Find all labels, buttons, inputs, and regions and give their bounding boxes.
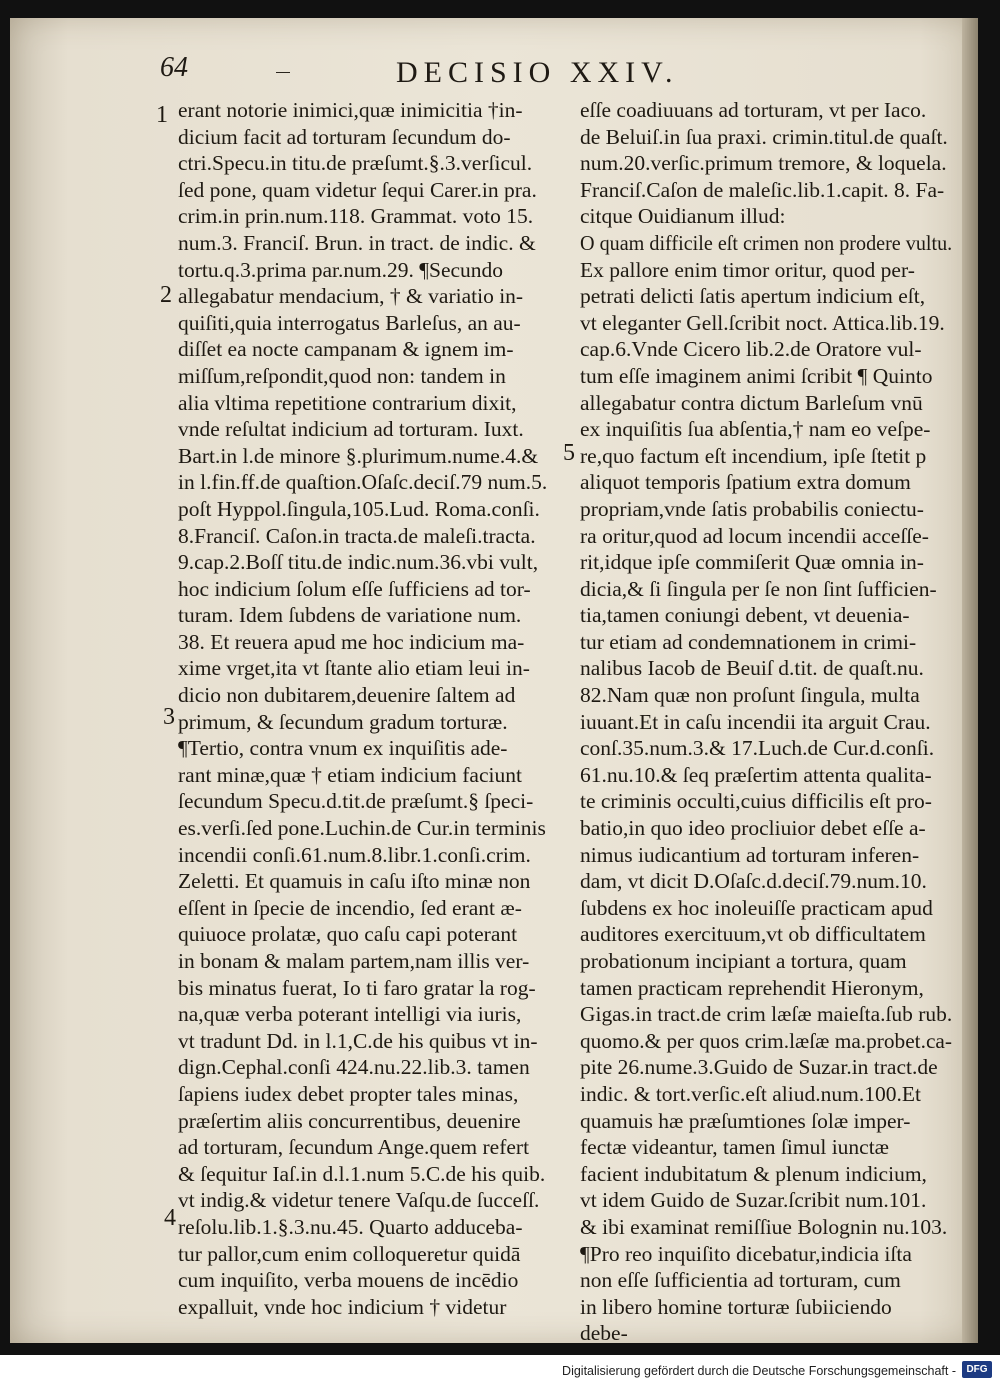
text-line: vt idem Guido de Suzar.ſcribit num.101. — [580, 1188, 927, 1213]
text-line: dign.Cephal.conſi 424.nu.22.lib.3. tamen — [178, 1055, 530, 1080]
text-line: fectæ videantur, tamen ſimul iunctæ — [580, 1135, 890, 1160]
text-column-right — [580, 97, 952, 1347]
text-line: citque Ouidianum illud: — [580, 204, 786, 229]
page-number: 64 — [160, 52, 188, 83]
text-line: quamuis hæ præſumtiones ſolæ imper- — [580, 1108, 911, 1133]
text-line: Zeletti. Et quamuis in caſu iſto minæ non — [178, 869, 531, 894]
text-line: 61.nu.10.& ſeq præſertim attenta qualita- — [580, 762, 932, 787]
running-title: DECISIO XXIV. — [396, 56, 679, 89]
text-line: ſecundum Specu.d.tit.de præſumt.§ ſpeci- — [178, 789, 534, 814]
text-line: in libero homine torturæ ſubiiciendo — [580, 1294, 892, 1319]
text-line: Franciſ.Caſon de maleſic.lib.1.capit. 8. Fa- — [580, 177, 945, 202]
text-line: non eſſe ſufficientia ad torturam, cum — [580, 1268, 901, 1293]
text-line: num.3. Franciſ. Brun. in tract. de indic. & — [178, 230, 536, 255]
text-line: ſubdens ex hoc inoleuiſſe practicam apud — [580, 895, 933, 920]
text-line: ctri.Specu.in titu.de præſumt.§.3.verſicul. — [178, 151, 533, 176]
text-line: ¶Pro reo inquiſito dicebatur,indicia iſta — [580, 1241, 912, 1266]
text-line: ex inquiſitis ſua abſentia,† nam eo veſpe- — [580, 417, 931, 442]
text-line: tur pallor,cum enim colloqueretur quidā — [178, 1241, 521, 1266]
text-line: dam, vt dicit D.Oſaſc.d.deciſ.79.num.10. — [580, 869, 927, 894]
text-line: re,quo factum eſt incendium, ipſe ſtetit p — [580, 443, 927, 468]
text-line: & ſequitur Iaſ.in d.l.1.num 5.C.de his quib. — [178, 1161, 546, 1186]
text-line: 8.Franciſ. Caſon.in tracta.de maleſi.tracta. — [178, 523, 536, 548]
text-line: dicia,& ſi ſingula per ſe non ſint ſufficien- — [580, 576, 937, 601]
marginal-number: 3 — [163, 704, 175, 730]
footer-bar — [0, 1355, 1000, 1385]
text-line: 9.cap.2.Boſſ titu.de indic.num.36.vbi vult, — [178, 550, 539, 575]
text-line: te criminis occulti,cuius difficilis eſt pro- — [580, 789, 932, 814]
text-line: nalibus Iacob de Beuiſ d.tit. de quaſt.nu. — [580, 656, 924, 681]
text-line: vt tradunt Dd. in l.1,C.de his quibus vt in- — [178, 1028, 538, 1053]
text-line: 82.Nam quæ non proſunt ſingula, multa — [580, 683, 920, 708]
text-line: in l.fin.ff.de quaſtion.Oſaſc.deciſ.79 num.5. — [178, 470, 548, 495]
text-line: ad torturam, ſecundum Ange.quem refert — [178, 1135, 530, 1160]
text-line: cum inquiſito, verba mouens de incēdio — [178, 1268, 519, 1293]
text-line: primum, & ſecundum gradum torturæ. — [178, 709, 508, 734]
text-line: ¶Tertio, contra vnum ex inquiſitis ade- — [178, 736, 508, 761]
text-line: ſed pone, quam videtur ſequi Carer.in pra. — [178, 177, 537, 202]
text-line: ſapiens iudex debet propter tales minas, — [178, 1081, 519, 1106]
text-line: alia vltima repetitione contrarium dixit, — [178, 390, 517, 415]
text-line: iuuant.Et in caſu incendii ita arguit Crau. — [580, 709, 931, 734]
text-line: vnde reſultat indicium ad torturam. Iuxt. — [178, 417, 524, 442]
text-line: tum eſſe imaginem animi ſcribit ¶ Quinto — [580, 363, 933, 388]
text-line: ra oritur,quod ad locum incendii acceſſe- — [580, 523, 929, 548]
text-line: aliquot temporis ſpatium extra domum — [580, 470, 911, 495]
text-line: Bart.in l.de minore §.plurimum.nume.4.& — [178, 443, 539, 468]
text-line: miſſum,reſpondit,quod non: tandem in — [178, 363, 506, 388]
marginal-number: 5 — [563, 440, 575, 466]
text-line: allegabatur contra dictum Barleſum vnū — [580, 390, 923, 415]
text-line: erant notorie inimici,quæ inimicitia †in- — [178, 98, 523, 122]
text-line: tamen practicam reprehendit Hieronym, — [580, 975, 924, 1000]
text-line: præſertim aliis concurrentibus, deuenire — [178, 1108, 521, 1133]
dfg-logo: DFG — [962, 1361, 992, 1378]
text-line: dicio non dubitarem,deuenire ſaltem ad — [178, 683, 516, 708]
text-line: na,quæ verba poterant intelligi via iuris, — [178, 1002, 522, 1027]
text-line: dicium facit ad torturam ſecundum do- — [178, 124, 511, 149]
text-line: diſſet ea nocte campanam & ignem im- — [178, 337, 514, 362]
text-line: hoc indicium ſolum eſſe ſufficiens ad tor- — [178, 576, 531, 601]
text-line: cap.6.Vnde Cicero lib.2.de Oratore vul- — [580, 337, 922, 362]
text-line: turam. Idem ſubdens de variatione num. — [178, 603, 522, 628]
text-line: debe- — [580, 1321, 628, 1346]
text-line: crim.in prin.num.118. Grammat. voto 15. — [178, 204, 534, 229]
text-line: bis minatus fuerat, Io ti faro gratar la rog- — [178, 975, 536, 1000]
text-line: facient indubitatum & plenum indicium, — [580, 1161, 927, 1186]
text-line: expalluit, vnde hoc indicium † videtur — [178, 1294, 507, 1319]
text-line: quiuoce prolatæ, quo caſu capi poterant — [178, 922, 518, 947]
text-line: num.20.verſic.primum tremore, & loquela. — [580, 151, 947, 176]
text-line: indic. & tort.verſic.eſt aliud.num.100.Et — [580, 1081, 921, 1106]
text-line: nimus iudicantium ad torturam inferen- — [580, 842, 920, 867]
text-line: quiſiti,quia interrogatus Barleſus, an au- — [178, 310, 521, 335]
text-line: tur etiam ad condemnationem in crimi- — [580, 629, 917, 654]
text-line: tia,tamen coniungi debent, vt deuenia- — [580, 603, 910, 628]
marginal-number: 2 — [160, 282, 172, 308]
text-line: rant minæ,quæ † etiam indicium faciunt — [178, 762, 522, 787]
text-line: vt indig.& videtur tenere Vaſqu.de ſucceſſ. — [178, 1188, 540, 1213]
text-line: eſſe coadiuuans ad torturam, vt per Iaco. — [580, 98, 927, 122]
text-line: pite 26.nume.3.Guido de Suzar.in tract.de — [580, 1055, 938, 1080]
digitization-credit: Digitalisierung gefördert durch die Deutsche Forschungsgemeinschaft - — [562, 1364, 956, 1378]
text-line: eſſent in ſpecie de incendio, ſed erant æ- — [178, 895, 522, 920]
text-line: de Beluiſ.in ſua praxi. crimin.titul.de quaſt. — [580, 124, 948, 149]
text-line: incendii conſi.61.num.8.libr.1.conſi.crim. — [178, 842, 531, 867]
text-line: rit,idque ipſe commiſerit Quæ omnia in- — [580, 550, 924, 575]
text-line: O quam difficile eſt crimen non prodere vultu. — [580, 230, 953, 255]
text-line: xime vrget,ita vt ſtante alio etiam leui in- — [178, 656, 530, 681]
marginal-number: 4 — [164, 1205, 176, 1231]
text-line: conſ.35.num.3.& 17.Luch.de Cur.d.conſi. — [580, 736, 935, 761]
text-line: tortu.q.3.prima par.num.29. ¶Secundo — [178, 257, 504, 282]
text-line: auditores exercituum,vt ob difficultatem — [580, 922, 926, 947]
header-rule — [276, 72, 290, 73]
text-line: allegabatur mendacium, † & variatio in- — [178, 284, 524, 309]
text-line: probationum incipiant a tortura, quam — [580, 949, 907, 973]
text-line: quomo.& per quos crim.læſæ ma.probet.ca- — [580, 1028, 952, 1053]
text-line: & ibi examinat remiſſiue Bolognin nu.103. — [580, 1214, 948, 1239]
text-column-left — [178, 97, 548, 1320]
text-line: vt eleganter Gell.ſcribit noct. Attica.lib.19. — [580, 310, 945, 335]
text-line: 38. Et reuera apud me hoc indicium ma- — [178, 629, 525, 654]
page-edge — [962, 18, 978, 1343]
text-line: in bonam & malam partem,nam illis ver- — [178, 949, 530, 973]
text-line: propriam,vnde ſatis probabilis coniectu- — [580, 496, 924, 521]
text-line: es.verſi.ſed pone.Luchin.de Cur.in terminis — [178, 816, 546, 841]
text-line: reſolu.lib.1.§.3.nu.45. Quarto adduceba- — [178, 1214, 523, 1239]
text-line: batio,in quo ideo procliuior debet eſſe a- — [580, 816, 926, 841]
marginal-number: 1 — [156, 102, 168, 128]
text-line: Ex pallore enim timor oritur, quod per- — [580, 257, 915, 282]
text-line: Gigas.in tract.de crim læſæ maieſta.ſub rub. — [580, 1002, 953, 1027]
text-line: petrati delicti ſatis apertum indicium eſt, — [580, 284, 926, 309]
text-line: poſt Hyppol.ſingula,105.Lud. Roma.conſi. — [178, 496, 540, 521]
